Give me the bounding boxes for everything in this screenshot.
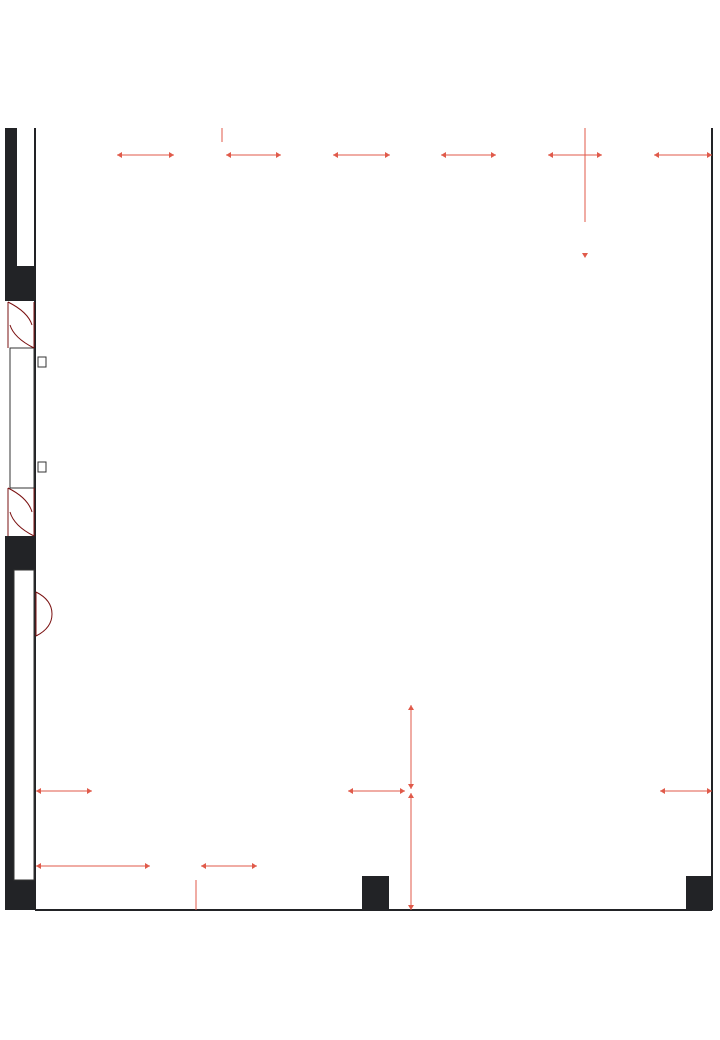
left-wall-block-2 — [5, 536, 35, 570]
switch-2 — [38, 462, 46, 472]
door-upper-1[interactable] — [8, 302, 34, 348]
switch-1 — [38, 357, 46, 367]
left-panel-2 — [14, 570, 34, 880]
door-lower[interactable] — [36, 592, 52, 636]
dimension-lines — [36, 128, 712, 910]
dim-arrowheads — [36, 152, 712, 910]
left-panel-1 — [10, 348, 34, 488]
door-upper-2[interactable] — [8, 488, 34, 536]
column-bottom-right — [686, 876, 712, 910]
column-bottom-middle — [362, 876, 389, 910]
left-wall-block-1 — [5, 266, 35, 301]
left-wall-bottom-block — [5, 878, 35, 910]
left-doors — [8, 302, 52, 880]
walls — [5, 128, 712, 910]
